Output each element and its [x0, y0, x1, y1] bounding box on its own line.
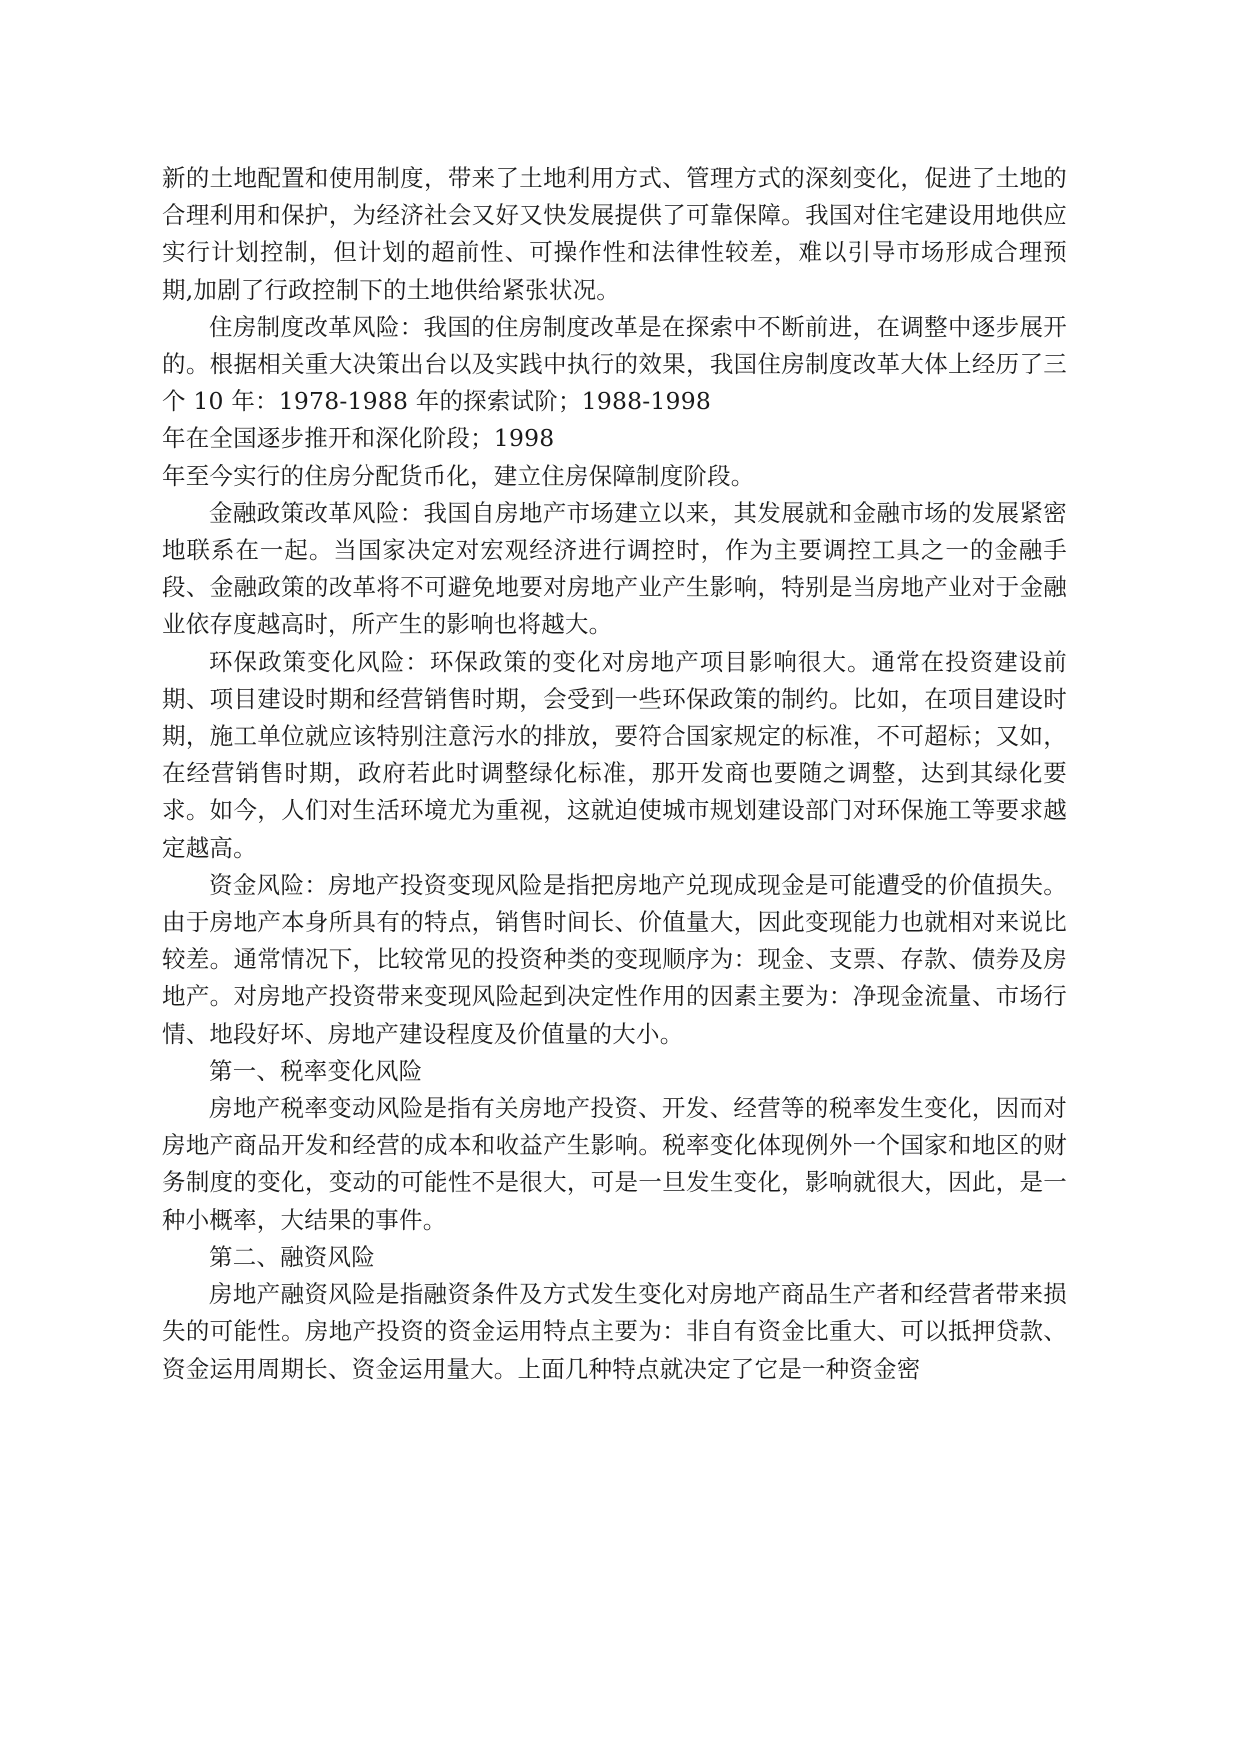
heading-tax-rate-risk: 第一、税率变化风险 [209, 1056, 423, 1085]
paragraph-environmental-policy: 环保政策变化风险：环保政策的变化对房地产项目影响很大。通常在投资建设前期、项目建设时期和经营销售时期，会受到一些环保政策的制约。比如，在项目建设时期，施工单位就应该特别注意污水的排放，要符合国家规定的标准，不可超标；又如，在经营销售时期，政府若此时调整绿化标准，那开发商也要随之调整，达到其绿化要求。如今，人们对生活环境尤为重视，这就迫使城市规划建设部门对环保施工等要求越定越高。 [162, 647, 1067, 862]
paragraph-housing-reform-stage-2: 年在全国逐步推开和深化阶段；1998 [162, 424, 555, 453]
paragraph-housing-reform-stage-3: 年至今实行的住房分配货币化，建立住房保障制度阶段。 [162, 461, 755, 490]
paragraph-land-policy: 新的土地配置和使用制度，带来了土地利用方式、管理方式的深刻变化，促进了土地的合理利用和保护，为经济社会又好又快发展提供了可靠保障。我国对住宅建设用地供应实行计划控制，但计划的超前性、可操作性和法律性较差，难以引导市场形成合理预期,加剧了行政控制下的土地供给紧张状况。 [162, 164, 1067, 304]
paragraph-financing-risk: 房地产融资风险是指融资条件及方式发生变化对房地产商品生产者和经营者带来损失的可能性。房地产投资的资金运用特点主要为：非自有资金比重大、可以抵押贷款、资金运用周期长、资金运用量大。上面几种特点就决定了它是一种资金密 [162, 1280, 1067, 1383]
paragraph-capital-risk: 资金风险：房地产投资变现风险是指把房地产兑现成现金是可能遭受的价值损失。由于房地产本身所具有的特点，销售时间长、价值量大，因此变现能力也就相对来说比较差。通常情况下，比较常见的投资种类的变现顺序为：现金、支票、存款、债券及房地产。对房地产投资带来变现风险起到决定性作用的因素主要为：净现金流量、市场行情、地段好坏、房地产建设程度及价值量的大小。 [162, 870, 1067, 1048]
paragraph-tax-rate-risk: 房地产税率变动风险是指有关房地产投资、开发、经营等的税率发生变化，因而对房地产商品开发和经营的成本和收益产生影响。税率变化体现例外一个国家和地区的财务制度的变化，变动的可能性不是很大，可是一旦发生变化，影响就很大，因此，是一种小概率，大结果的事件。 [162, 1094, 1067, 1234]
paragraph-housing-reform: 住房制度改革风险：我国的住房制度改革是在探索中不断前进，在调整中逐步展开的。根据相关重大决策出台以及实践中执行的效果，我国住房制度改革大体上经历了三个 10 年：1978-1988 年的探索试阶；1988-1998 [162, 312, 1067, 416]
paragraph-financial-policy: 金融政策改革风险：我国自房地产市场建立以来，其发展就和金融市场的发展紧密地联系在一起。当国家决定对宏观经济进行调控时，作为主要调控工具之一的金融手段、金融政策的改革将不可避免地要对房地产业产生影响，特别是当房地产业对于金融业依存度越高时，所产生的影响也将越大。 [162, 498, 1067, 639]
document-body [162, 160, 1067, 1388]
heading-financing-risk: 第二、融资风险 [209, 1242, 375, 1271]
